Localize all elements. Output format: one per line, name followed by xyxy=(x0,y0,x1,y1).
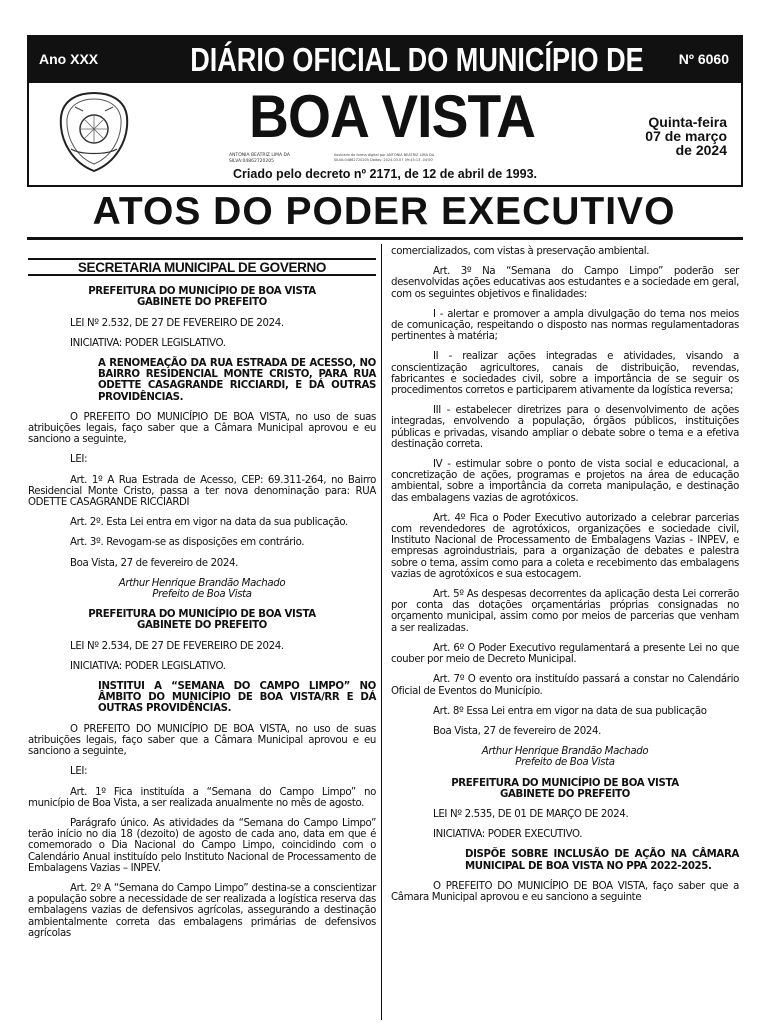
law-article: Art. 5º As despesas decorrentes da aplicação desta Lei correrão por conta das dotações orçamentárias próprias consignadas no orçamento municipal, assim como por meios de parcerias que venham a ser realizadas. xyxy=(391,589,739,634)
edition-year: Ano XXX xyxy=(39,51,99,67)
law-ementa: DISPÕE SOBRE INCLUSÃO DE AÇÃO NA CÂMARA MUNICIPAL DE BOA VISTA NO PPA 2022-2025. xyxy=(465,849,739,872)
law-article: Art. 7º O evento ora instituído passará a constar no Calendário Oficial de Eventos do Município. xyxy=(391,674,739,697)
law-initiative: INICIATIVA: PODER EXECUTIVO. xyxy=(433,829,583,841)
digital-signature-details: Assinado de forma digital por ANTONIA BEATRIZ LIMA DA SILVA:04862720205 Dados: 2024.03.07 09:45:13 -04'00' xyxy=(334,153,435,162)
masthead xyxy=(27,35,743,187)
edition-number: Nº 6060 xyxy=(678,51,729,67)
section-title: SECRETARIA MUNICIPAL DE GOVERNO xyxy=(28,258,376,276)
law-paragraph: Parágrafo único. As atividades da “Semana do Campo Limpo” terão início no dia 18 (dezoito) de agosto de cada ano, data em que é comemorado o Dia Nacional do Campo Limpo, coincidindo com o Calendário Anual instituído pelo Instituto Nacional de Processamento de Embalagens Vazias – INPEV. xyxy=(28,817,376,874)
left-column xyxy=(28,246,376,948)
column-divider xyxy=(381,244,382,1020)
law-article: Art. 1º Fica instituída a “Semana do Campo Limpo” no município de Boa Vista, a ser realizada anualmente no mês de agosto. xyxy=(28,786,376,809)
creation-decree: Criado pelo decreto nº 2171, de 12 de abril de 1993. xyxy=(233,167,537,181)
law-label: LEI: xyxy=(70,766,88,778)
digital-signature-name: ANTONIA BEATRIZ LIMA DA SILVA:04862720205 xyxy=(229,153,291,164)
right-column xyxy=(391,246,739,912)
office-header-line: PREFEITURA DO MUNICÍPIO DE BOA VISTA xyxy=(451,777,679,789)
law-article: Art. 2º. Esta Lei entra em vigor na data da sua publicação. xyxy=(70,517,348,529)
banner-rule xyxy=(27,237,743,240)
law-ementa: A RENOMEAÇÃO DA RUA ESTRADA DE ACESSO, NO BAIRRO RESIDENCIAL MONTE CRISTO, PARA RUA ODETTE CASAGRANDE RICCIARDI, E DÁ OUTRAS PROVIDÊNCIAS. xyxy=(98,358,376,403)
law-preamble: O PREFEITO DO MUNICÍPIO DE BOA VISTA, no uso de suas atribuições legais, faço saber que a Câmara Municipal aprovou e eu sanciono a seguinte, xyxy=(28,723,376,758)
edition-day-month: 07 de março xyxy=(645,128,727,144)
edition-date-year: de 2024 xyxy=(675,142,727,158)
law-title: LEI Nº 2.535, DE 01 DE MARÇO DE 2024. xyxy=(433,808,629,820)
law-article: Art. 3º Na “Semana do Campo Limpo” poderão ser desenvolvidas ações educativas aos estudantes e a sociedade em geral, com os seguintes objetivos e finalidades: xyxy=(391,266,739,300)
law-item: I - alertar e promover a ampla divulgação do tema nos meios de comunicação, respeitando o disposto nas normas regulamentadoras pertinentes à matéria; xyxy=(391,308,739,343)
law-preamble: O PREFEITO DO MUNICÍPIO DE BOA VISTA, no uso de suas atribuições legais, faço saber que a Câmara Municipal aprovou e eu sanciono a seguinte, xyxy=(28,411,376,446)
law-item: IV - estimular sobre o ponto de vista social e educacional, a concretização de ações, programas e projetos na área de educação ambiental, sobre a importância da correta manipulação, e destinação das embalagens vazias de agrotóxicos. xyxy=(391,459,739,504)
signature-block xyxy=(391,746,739,768)
newspaper-title: DIÁRIO OFICIAL DO MUNICÍPIO DE xyxy=(190,41,644,78)
law-article: Art. 8º Essa Lei entra em vigor na data de sua publicação xyxy=(433,705,707,717)
law-article: Art. 1º A Rua Estrada de Acesso, CEP: 69.311-264, no Bairro Residencial Monte Cristo, passa a ter nova denominação para: RUA ODETTE CASAGRANDE RICCIARDI xyxy=(28,474,376,509)
signer-name: Arthur Henrique Brandão Machado xyxy=(481,746,649,758)
law-article: Art. 3º. Revogam-se as disposições em contrário. xyxy=(70,537,305,549)
signer-role: Prefeito de Boa Vista xyxy=(152,589,252,601)
law-initiative: INICIATIVA: PODER LEGISLATIVO. xyxy=(70,337,226,349)
edition-weekday: Quinta-feira xyxy=(648,114,727,130)
law-article: Art. 6º O Poder Executivo regulamentará a presente Lei no que couber por meio de Decreto Municipal. xyxy=(391,642,739,666)
signature-block xyxy=(28,578,376,600)
law-date: Boa Vista, 27 de fevereiro de 2024. xyxy=(433,725,602,737)
law-item: II - realizar ações integradas e atividades, visando a conscientização agricultores, canais de distribuição, revendas, fabricantes e sociedades civil, sobre a importância de se seguir os procedimentos corretos e participarem ativamente da logística reversa; xyxy=(391,351,739,397)
municipal-seal-icon xyxy=(57,89,131,175)
section-banner: ATOS DO PODER EXECUTIVO xyxy=(92,190,676,233)
law-label: LEI: xyxy=(70,454,88,466)
law-article: Art. 4º Fica o Poder Executivo autorizado a celebrar parcerias com revendedores de agrotóxicos, organizações e sociedade civil, Instituto Nacional de Processamento de Embalagens Vazias - INPEV, e empresas agroindustriais, para a organização de debates e palestra sobre o tema, assim como para a coleta e recebimento das embalagens vazias de agrotóxicos e sua estocagem. xyxy=(391,512,739,580)
signer-role: Prefeito de Boa Vista xyxy=(515,757,615,769)
office-header xyxy=(28,286,376,308)
office-header xyxy=(28,609,376,631)
office-header xyxy=(391,778,739,800)
edition-date xyxy=(645,115,727,157)
law-ementa: INSTITUI A “SEMANA DO CAMPO LIMPO” NO ÂMBITO DO MUNICÍPIO DE BOA VISTA/RR E DÁ OUTRAS PROVIDÊNCIAS. xyxy=(98,681,376,715)
office-header-line: PREFEITURA DO MUNICÍPIO DE BOA VISTA xyxy=(88,609,316,621)
law-item: III - estabelecer diretrizes para o desenvolvimento de ações integradas, envolvendo a população, órgãos públicos, instituições públicas e privadas, visando ampliar o debate sobre o tema e a efetiva destinação correta. xyxy=(391,405,739,450)
law-continuation: comercializados, com vistas à preservação ambiental. xyxy=(391,246,650,257)
office-header-line: GABINETE DO PREFEITO xyxy=(137,620,267,632)
masthead-top-bar xyxy=(29,37,741,83)
office-header-line: PREFEITURA DO MUNICÍPIO DE BOA VISTA xyxy=(88,286,316,298)
law-initiative: INICIATIVA: PODER LEGISLATIVO. xyxy=(70,660,226,672)
law-preamble: O PREFEITO DO MUNICÍPIO DE BOA VISTA, faço saber que a Câmara Municipal aprovou e eu sanciono a seguinte xyxy=(391,880,739,903)
city-name: BOA VISTA xyxy=(249,83,536,150)
law-title: LEI Nº 2.532, DE 27 DE FEVEREIRO DE 2024. xyxy=(70,317,284,329)
office-header-line: GABINETE DO PREFEITO xyxy=(500,788,630,800)
law-date: Boa Vista, 27 de fevereiro de 2024. xyxy=(70,557,239,569)
signer-name: Arthur Henrique Brandão Machado xyxy=(118,577,286,589)
law-article: Art. 2º A “Semana do Campo Limpo” destina-se a conscientizar a população sobre a necessidade de ser realizada a logística reserva das embalagens vazias de defensivos agrícolas, assegurando a destinação ambientalmente correta das embalagens primárias de defensivos agrícolas xyxy=(28,882,376,939)
office-header-line: GABINETE DO PREFEITO xyxy=(137,297,267,309)
law-title: LEI Nº 2.534, DE 27 DE FEVEREIRO DE 2024. xyxy=(70,640,284,652)
